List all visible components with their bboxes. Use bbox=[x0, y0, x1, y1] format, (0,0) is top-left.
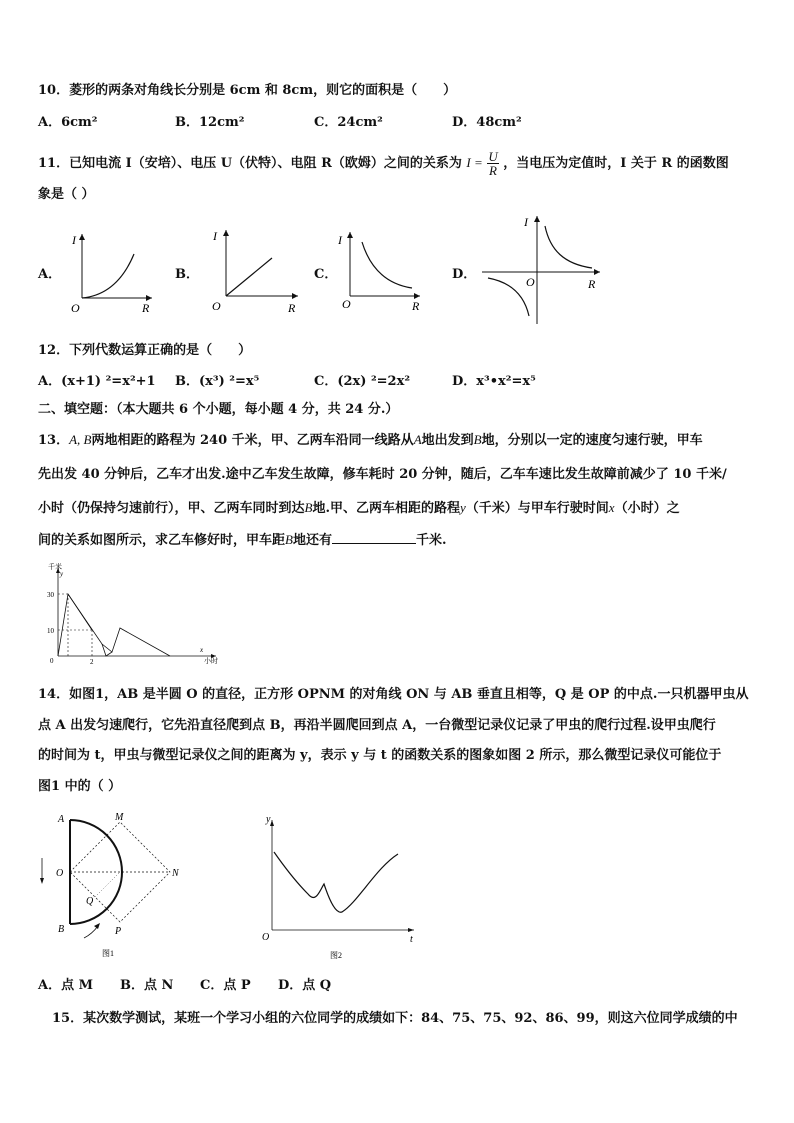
q14-option-d: D．点 Q bbox=[278, 978, 332, 993]
q11-formula-fraction bbox=[487, 150, 498, 177]
q11a-origin: O bbox=[71, 301, 80, 315]
fig1-label-q: Q bbox=[86, 896, 94, 907]
q14-option-c: C．点 P bbox=[200, 978, 251, 993]
q11-formula-numerator: U bbox=[488, 149, 498, 164]
q13-line2: 先出发 40 分钟后，乙车才出发.途中乙车发生故障，修车耗时 20 分钟，随后，乙车车速比发生故障前减少了 10 千米/ bbox=[38, 467, 727, 482]
q13-var-ab: A, B bbox=[69, 432, 92, 447]
q13-line1-text3: 地，分别以一定的速度匀速行驶，甲车 bbox=[481, 433, 703, 448]
q11-stem-line2: 象是（ ） bbox=[38, 187, 95, 202]
q13-line4 bbox=[38, 531, 447, 550]
q11-graph-a bbox=[64, 228, 154, 318]
q13-line3-text3: （千米）与甲车行驶时间 bbox=[465, 501, 609, 516]
q11-formula-lhs: I = bbox=[466, 155, 483, 170]
q11a-axis-y: I bbox=[72, 233, 76, 247]
q10-option-b: B．12cm² bbox=[175, 115, 245, 130]
q14-figure1 bbox=[30, 808, 190, 960]
fig1-label-o: O bbox=[56, 868, 64, 879]
q12-option-c: C．(2x) ²=2x² bbox=[314, 374, 411, 389]
q11-graph-b bbox=[204, 224, 304, 318]
q11-option-d: D． bbox=[452, 267, 477, 282]
q14-line4: 图1 中的（ ） bbox=[38, 779, 122, 794]
q13-line4-text3: 千米. bbox=[415, 533, 447, 548]
q13-line1-text2: 地出发到 bbox=[421, 433, 474, 448]
q11c-axis-y: I bbox=[338, 233, 342, 247]
fig1-label-a: A bbox=[58, 814, 65, 825]
fig1-caption: 图1 bbox=[102, 949, 114, 958]
q13-graph-tick-30: 30 bbox=[47, 591, 54, 599]
q10-option-c: C．24cm² bbox=[314, 115, 383, 130]
q11-graph-d bbox=[480, 212, 606, 326]
q10-option-a: A．6cm² bbox=[38, 115, 98, 130]
q13-graph-ylabel: 千米 bbox=[48, 563, 62, 571]
q14-line1: 14．如图1，AB 是半圆 O 的直径，正方形 OPNM 的对角线 ON 与 AB 垂直且相等，Q 是 OP 的中点.一只机器甲虫从 bbox=[38, 687, 749, 702]
q11-stem-part2: ，当电压为定值时，I 关于 R 的函数图 bbox=[503, 156, 729, 171]
q13-answer-blank[interactable] bbox=[332, 531, 416, 544]
q14-line3: 的时间为 t，甲虫与微型记录仪之间的距离为 y，表示 y 与 t 的函数关系的图象如图 2 所示，那么微型记录仪可能位于 bbox=[38, 748, 722, 763]
fig2-origin: O bbox=[262, 932, 270, 943]
q13-var-b: B bbox=[473, 432, 482, 447]
q13-line3-var-b: B bbox=[304, 500, 313, 515]
q10-option-d: D．48cm² bbox=[452, 115, 522, 130]
q11-stem-part1: 11．已知电流 I（安培）、电压 U（伏特）、电阻 R（欧姆）之间的关系为 bbox=[38, 156, 462, 171]
q14-option-a: A．点 M bbox=[38, 978, 94, 993]
q13-line3-text1: 小时（仍保持匀速前行），甲、乙两车同时到达 bbox=[38, 501, 305, 516]
fig1-label-p: P bbox=[115, 926, 122, 937]
q11b-axis-y: I bbox=[213, 229, 217, 243]
q13-line4-text1: 间的关系如图所示，求乙车修好时，甲车距 bbox=[38, 533, 286, 548]
q13-graph-yvar: y bbox=[60, 570, 64, 578]
q15-line1: 15．某次数学测试，某班一个学习小组的六位同学的成绩如下：84、75、75、92、86、99，则这六位同学成绩的中 bbox=[52, 1011, 738, 1026]
q13-graph-xunit: 小时 bbox=[204, 657, 218, 665]
q13-line1-text: 两地相距的路程为 240 千米，甲、乙两车沿同一线路从 bbox=[91, 433, 414, 448]
q11b-origin: O bbox=[212, 299, 221, 313]
q12-option-d: D．x³•x²=x⁵ bbox=[452, 374, 536, 389]
q11-option-b: B． bbox=[175, 267, 199, 282]
q13-line3-var-x: x bbox=[608, 500, 615, 515]
fig2-caption: 图2 bbox=[330, 951, 342, 960]
q14-figure2 bbox=[258, 812, 420, 960]
q13-line3 bbox=[38, 499, 680, 518]
section-heading: 二、填空题：（本大题共 6 个小题，每小题 4 分，共 24 分.） bbox=[38, 402, 399, 417]
q13-line3-text4: （小时）之 bbox=[614, 501, 680, 516]
q13-graph-tick-10: 10 bbox=[47, 627, 54, 635]
fig2-axis-t: t bbox=[410, 934, 413, 945]
fig1-label-n: N bbox=[172, 868, 179, 879]
q10-stem: 10．菱形的两条对角线长分别是 6cm 和 8cm，则它的面积是（ ） bbox=[38, 83, 457, 98]
q13-graph-tick-x: 2 bbox=[90, 658, 94, 666]
q11b-axis-x: R bbox=[288, 301, 296, 315]
q11-graph-c bbox=[336, 228, 426, 314]
q13-line4-var-b: B bbox=[285, 532, 293, 547]
q13-line4-text2: 地还有 bbox=[292, 533, 332, 548]
q13-number: 13． bbox=[38, 433, 70, 448]
q11d-axis-y: I bbox=[524, 215, 528, 229]
fig1-label-b: B bbox=[58, 924, 65, 935]
q13-graph-xvar: x bbox=[200, 646, 204, 654]
q13-graph-origin: 0 bbox=[50, 657, 54, 665]
fig1-label-m: M bbox=[115, 812, 124, 823]
q14-option-b: B．点 N bbox=[120, 978, 174, 993]
q13-line1 bbox=[38, 431, 703, 450]
fig2-axis-y: y bbox=[266, 814, 271, 825]
q13-graph bbox=[40, 560, 224, 666]
q13-var-a: A bbox=[413, 432, 422, 447]
q14-line2: 点 A 出发匀速爬行，它先沿直径爬到点 B，再沿半圆爬回到点 A，一台微型记录仪记录了甲虫的爬行过程.设甲虫爬行 bbox=[38, 718, 716, 733]
q11-option-c: C． bbox=[314, 267, 338, 282]
q11-formula-denominator: R bbox=[489, 163, 497, 178]
q12-stem: 12．下列代数运算正确的是（ ） bbox=[38, 343, 252, 358]
q11c-axis-x: R bbox=[412, 299, 420, 313]
q13-line3-text2: 地.甲、乙两车相距的路程 bbox=[312, 501, 460, 516]
q12-option-b: B．(x³) ²=x⁵ bbox=[175, 374, 260, 389]
q11d-origin: O bbox=[526, 275, 535, 289]
q11-stem bbox=[38, 150, 729, 177]
q11d-axis-x: R bbox=[588, 277, 596, 291]
q13-line3-var-y: y bbox=[460, 500, 466, 515]
q11c-origin: O bbox=[342, 297, 351, 311]
q12-option-a: A．(x+1) ²=x²+1 bbox=[38, 374, 156, 389]
q11-option-a: A． bbox=[38, 267, 62, 282]
q11a-axis-x: R bbox=[142, 301, 150, 315]
